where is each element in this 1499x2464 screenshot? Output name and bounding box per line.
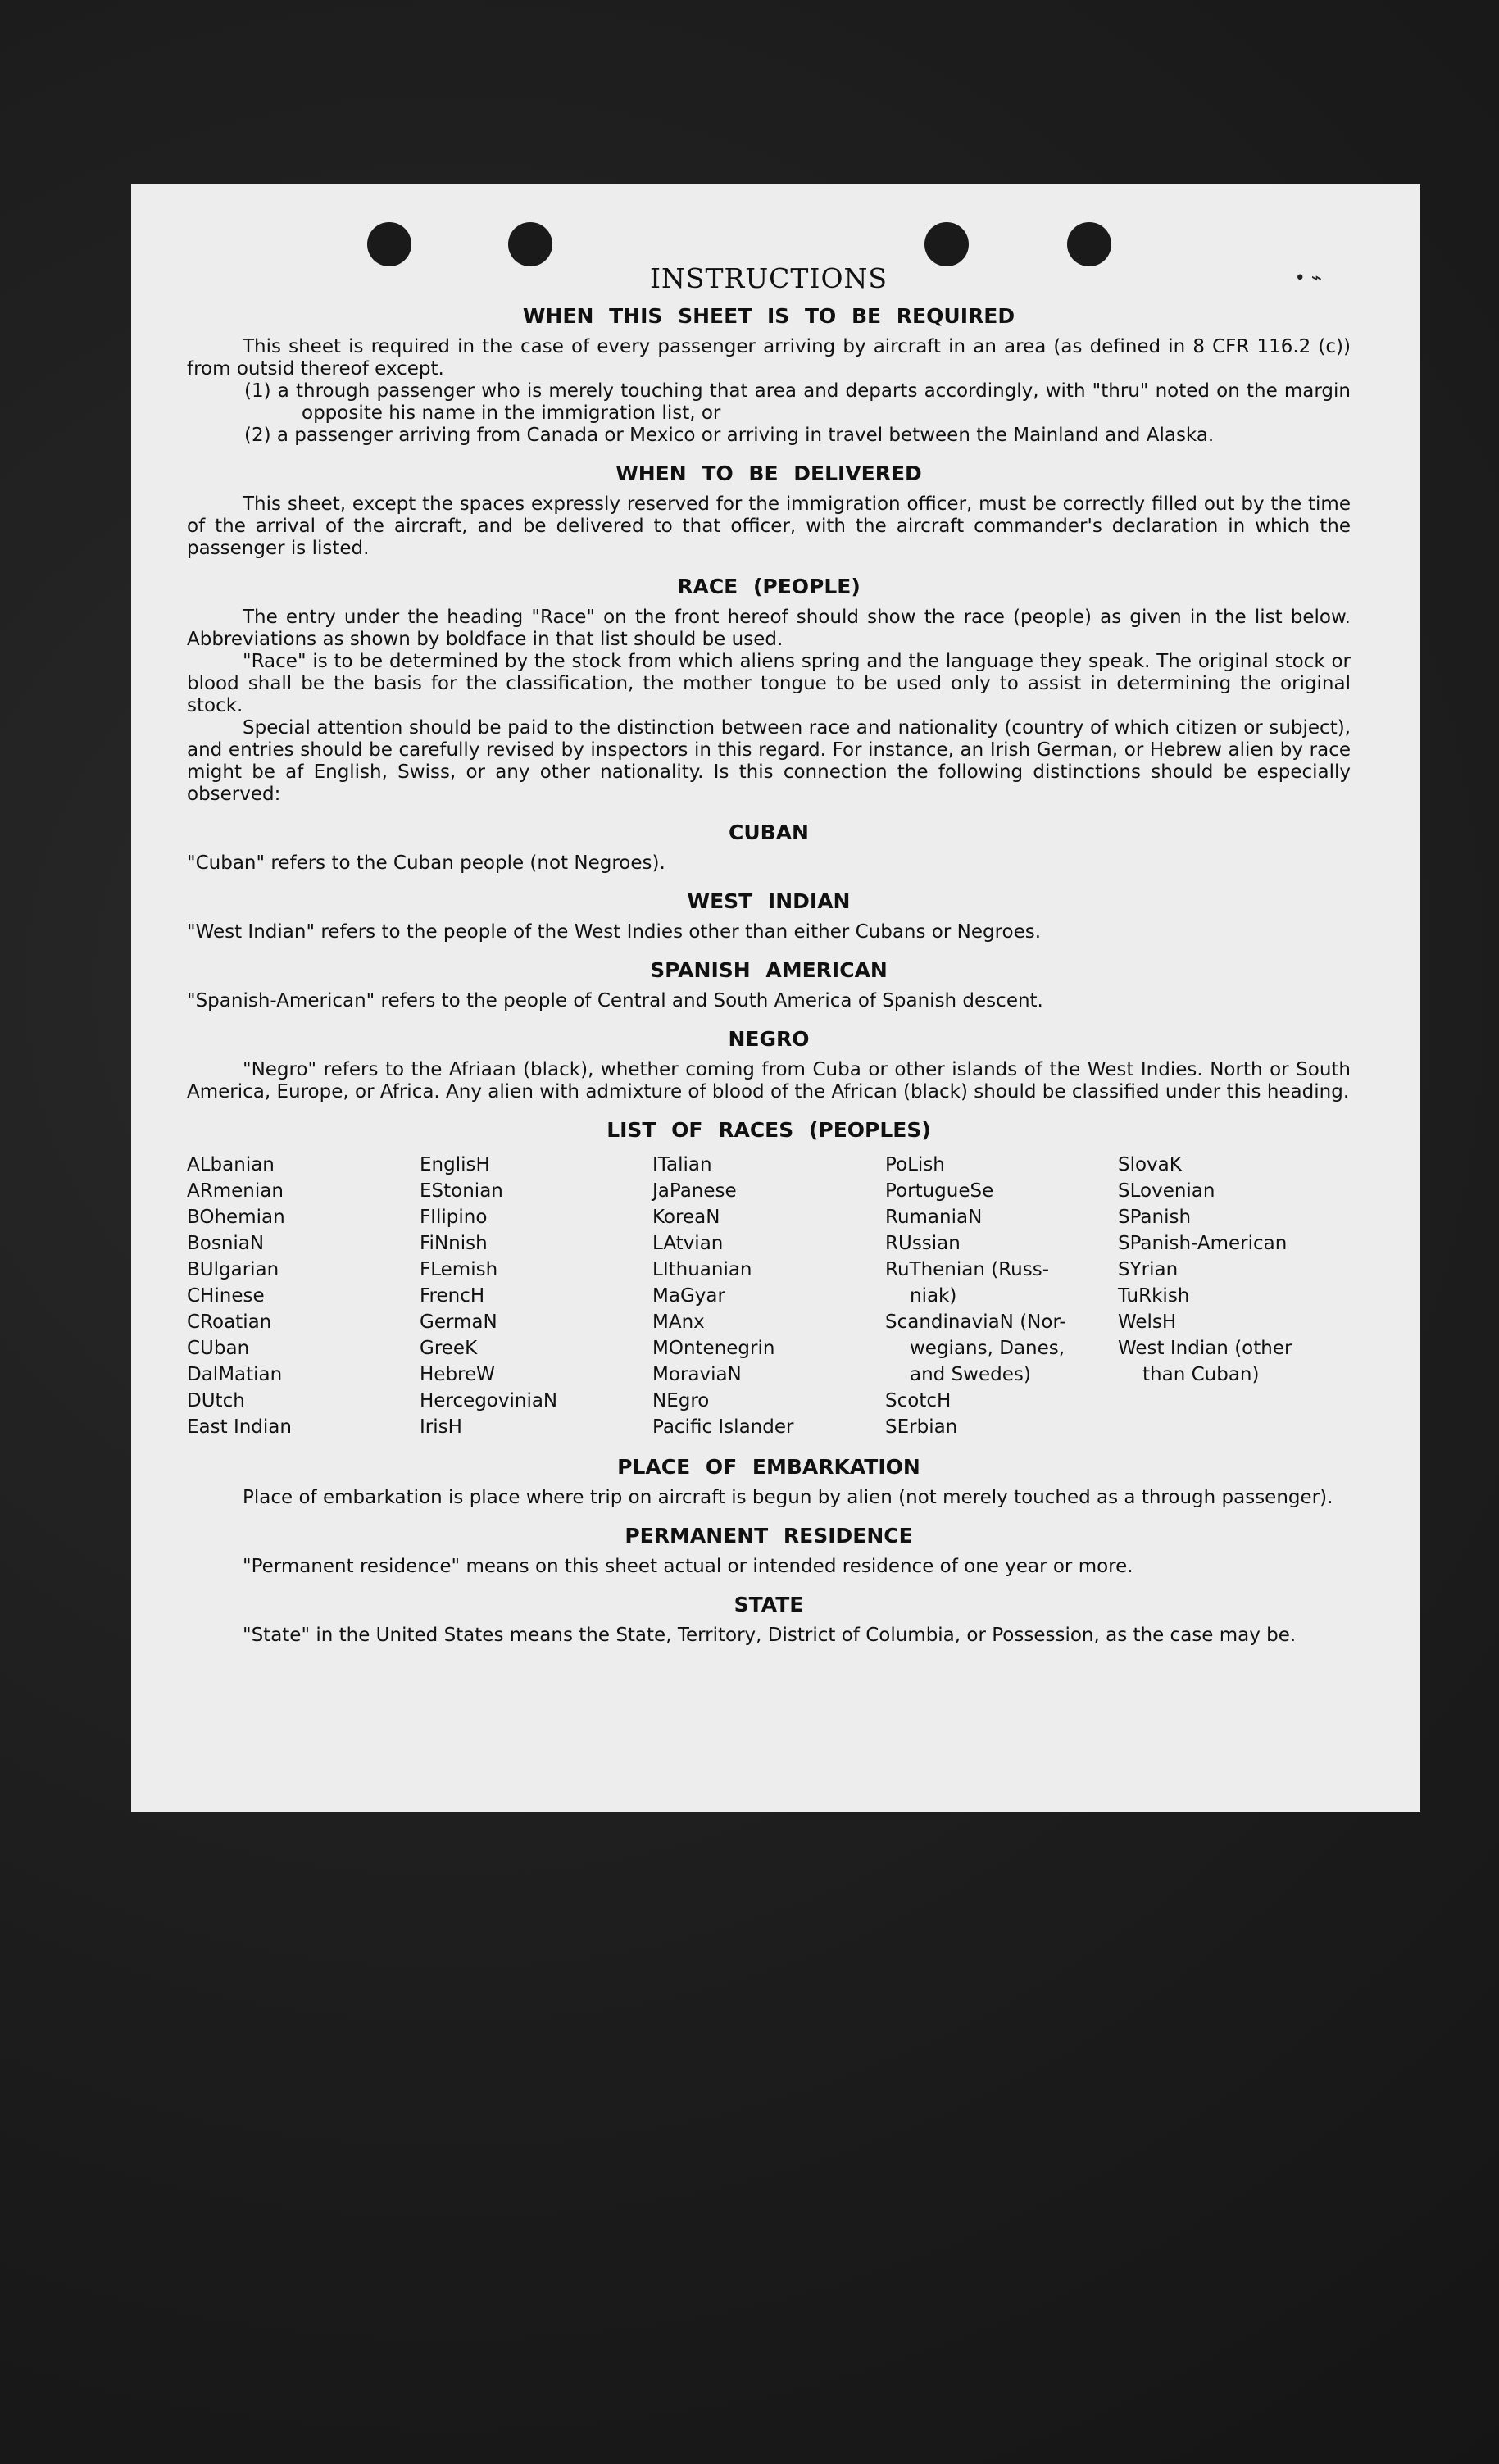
race-entry: PortugueSe xyxy=(885,1180,994,1202)
race-entry: EStonian xyxy=(420,1180,503,1202)
race-entry: ScotcH xyxy=(885,1390,952,1412)
race-entry: DUtch xyxy=(187,1390,245,1412)
paragraph: "Negro" refers to the Afriaan (black), whether coming from Cuba or other islands of the West Indies. North or South America, Europe, or Africa. Any alien with admixture of blood of the African (black) should be classified under this heading. xyxy=(187,1059,1351,1102)
race-entry: SErbian xyxy=(885,1416,958,1438)
race-entry: ScandinaviaN (Nor- xyxy=(885,1312,1066,1333)
punch-hole xyxy=(1067,222,1111,266)
races-column xyxy=(885,1152,1118,1440)
race-entry: Pacific Islander xyxy=(652,1416,794,1438)
race-entry: CHinese xyxy=(187,1285,265,1307)
race-entry: TuRkish xyxy=(1118,1285,1190,1307)
race-entry: than Cuban) xyxy=(1142,1364,1260,1385)
race-entry: East Indian xyxy=(187,1416,292,1438)
heading-list-of-races: LIST OF RACES (PEOPLES) xyxy=(606,1118,931,1142)
race-entry: MAnx xyxy=(652,1312,705,1333)
heading-state: STATE xyxy=(734,1593,804,1616)
race-entry: MoraviaN xyxy=(652,1364,742,1385)
race-entry: and Swedes) xyxy=(910,1364,1031,1385)
race-entry: HercegoviniaN xyxy=(420,1390,558,1412)
heading-west-indian: WEST INDIAN xyxy=(687,889,851,913)
race-entry: JaPanese xyxy=(652,1180,737,1202)
heading-negro: NEGRO xyxy=(728,1027,810,1051)
race-entry: GermaN xyxy=(420,1312,497,1333)
race-entry: RumaniaN xyxy=(885,1207,983,1228)
paragraph: Place of embarkation is place where trip on aircraft is begun by alien (not merely touched as a through passenger). xyxy=(243,1487,1333,1508)
paragraph: "Race" is to be determined by the stock from which aliens spring and the language they speak. The original stock or blood shall be the basis for the classification, the mother tongue to be used only to assist in determining the original stock. xyxy=(187,651,1351,716)
heading-race: RACE (PEOPLE) xyxy=(677,575,861,598)
race-entry: BUlgarian xyxy=(187,1259,279,1280)
heading-when-required: WHEN THIS SHEET IS TO BE REQUIRED xyxy=(522,304,1015,328)
paragraph: This sheet is required in the case of every passenger arriving by aircraft in an area (as defined in 8 CFR 116.2 (c)) from outsid thereof except. xyxy=(187,336,1351,380)
corner-mark: • ⌁ xyxy=(1294,268,1322,289)
race-entry: IrisH xyxy=(420,1416,462,1438)
paragraph: "Spanish-American" refers to the people of Central and South America of Spanish descent. xyxy=(187,990,1043,1012)
races-column xyxy=(1118,1152,1351,1440)
paragraph: This sheet, except the spaces expressly reserved for the immigration officer, must be correctly filled out by the time of the arrival of the aircraft, and be delivered to that officer, with the aircraft commander's declaration in which the passenger is listed. xyxy=(187,493,1351,559)
paragraph: "Permanent residence" means on this sheet actual or intended residence of one year or more. xyxy=(243,1556,1133,1577)
list-item: (2) a passenger arriving from Canada or Mexico or arriving in travel between the Mainland and Alaska. xyxy=(244,425,1215,446)
race-entry: PoLish xyxy=(885,1154,945,1175)
race-entry: West Indian (other xyxy=(1118,1338,1292,1359)
race-entry: MOntenegrin xyxy=(652,1338,775,1359)
races-column xyxy=(420,1152,652,1440)
race-entry: CRoatian xyxy=(187,1312,272,1333)
race-entry: NEgro xyxy=(652,1390,710,1412)
race-entry: WelsH xyxy=(1118,1312,1177,1333)
races-list xyxy=(187,1152,1351,1440)
race-entry: ALbanian xyxy=(187,1154,275,1175)
paragraph: "State" in the United States means the State, Territory, District of Columbia, or Possession, as the case may be. xyxy=(243,1625,1297,1646)
race-entry: niak) xyxy=(910,1285,957,1307)
race-entry: BosniaN xyxy=(187,1233,265,1254)
race-entry: GreeK xyxy=(420,1338,478,1359)
page-title: INSTRUCTIONS xyxy=(649,262,888,294)
punch-hole xyxy=(924,222,969,266)
race-entry: FIlipino xyxy=(420,1207,488,1228)
race-entry: RUssian xyxy=(885,1233,961,1254)
heading-cuban: CUBAN xyxy=(729,821,809,844)
paragraph: "West Indian" refers to the people of the West Indies other than either Cubans or Negroes. xyxy=(187,921,1042,943)
race-entry: EnglisH xyxy=(420,1154,490,1175)
race-entry: RuThenian (Russ- xyxy=(885,1259,1050,1280)
races-column xyxy=(652,1152,885,1440)
paragraph: Special attention should be paid to the distinction between race and nationality (country of which citizen or subject), and entries should be carefully revised by inspectors in this regard. For instance, an Irish German, or Hebrew alien by race might be af English, Swiss, or any other nationality. Is this connection the following distinctions should be especially observed: xyxy=(187,717,1351,805)
race-entry: LAtvian xyxy=(652,1233,724,1254)
race-entry: FLemish xyxy=(420,1259,498,1280)
race-entry: ARmenian xyxy=(187,1180,284,1202)
race-entry: SPanish-American xyxy=(1118,1233,1288,1254)
race-entry: ITalian xyxy=(652,1154,712,1175)
race-entry: SPanish xyxy=(1118,1207,1192,1228)
race-entry: BOhemian xyxy=(187,1207,285,1228)
paragraph: The entry under the heading "Race" on the front hereof should show the race (people) as given in the list below. Abbreviations as shown by boldface in that list should be used. xyxy=(187,607,1351,650)
race-entry: FiNnish xyxy=(420,1233,488,1254)
punch-hole xyxy=(508,222,552,266)
race-entry: KoreaN xyxy=(652,1207,720,1228)
heading-permanent-residence: PERMANENT RESIDENCE xyxy=(625,1524,913,1548)
heading-spanish-american: SPANISH AMERICAN xyxy=(650,958,888,982)
race-entry: HebreW xyxy=(420,1364,495,1385)
heading-when-delivered: WHEN TO BE DELIVERED xyxy=(615,461,922,485)
race-entry: wegians, Danes, xyxy=(910,1338,1065,1359)
list-item: (1) a through passenger who is merely touching that area and departs accordingly, with "thru" noted on the margin opposite his name in the immigration list, or xyxy=(244,380,1351,424)
race-entry: FrencH xyxy=(420,1285,485,1307)
paragraph: "Cuban" refers to the Cuban people (not Negroes). xyxy=(187,852,665,874)
heading-embarkation: PLACE OF EMBARKATION xyxy=(617,1455,920,1479)
instruction-sheet xyxy=(131,184,1420,1812)
race-entry: CUban xyxy=(187,1338,250,1359)
race-entry: MaGyar xyxy=(652,1285,725,1307)
race-entry: SYrian xyxy=(1118,1259,1179,1280)
races-column xyxy=(187,1152,420,1440)
race-entry: DalMatian xyxy=(187,1364,283,1385)
race-entry: SLovenian xyxy=(1118,1180,1215,1202)
race-entry: SlovaK xyxy=(1118,1154,1182,1175)
race-entry: LIthuanian xyxy=(652,1259,752,1280)
punch-hole xyxy=(367,222,411,266)
